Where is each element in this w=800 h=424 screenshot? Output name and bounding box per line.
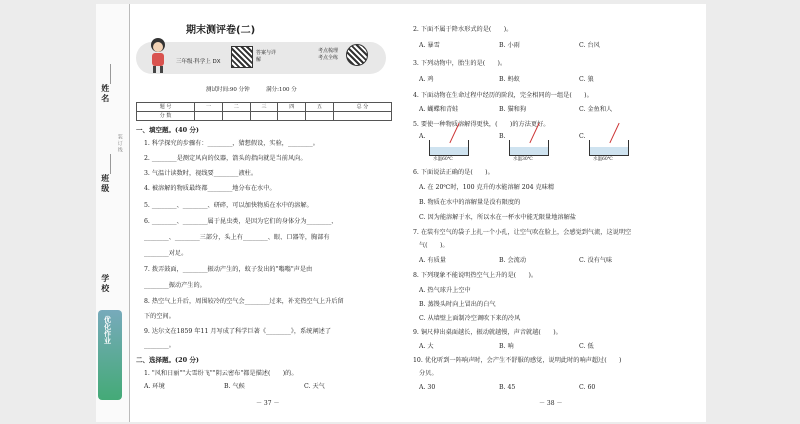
score-value-row: 分 数 — [137, 112, 392, 121]
fill-question-cont: ________对足。 — [144, 250, 188, 257]
choice-question: 8. 下列现象不能说明热空气上升的是( )。 — [413, 272, 538, 279]
beaker-c — [589, 140, 629, 156]
choice-question: 3. 下列动物中，胎生的是( )。 — [413, 60, 507, 67]
choice-option: B. 蒸馒头时向上冒出的白气 — [419, 301, 496, 308]
choice-options: A. 暴雪 B. 小雨 C. 台风 — [419, 42, 600, 49]
left-page — [96, 4, 401, 422]
page-number-right: － 38 － — [539, 400, 563, 407]
beaker-c-label: 水温60℃ — [593, 157, 613, 162]
choice-options: A. 大 B. 响 C. 低 — [419, 343, 594, 350]
binding-margin — [96, 4, 130, 422]
choice-option: B. 物质在水中的溶解量是没有限度的 — [419, 199, 521, 206]
school-label: 学校 — [100, 274, 111, 294]
choice-question: 4. 下面动物在生命过程中经历的阶段，完全相同的一组是( )。 — [413, 92, 593, 99]
section-choice-title: 二、选择题。(20 分) — [136, 356, 199, 364]
fill-question-cont: ________振动产生的。 — [144, 282, 206, 289]
grade-label: 三年级·科学上 DX — [176, 59, 221, 65]
name-label: 姓名 — [100, 84, 111, 104]
qr-code-answers — [231, 46, 253, 68]
right-page — [401, 4, 706, 422]
choice-question: 5. 要使一种物质溶解得更快，( )的方法更好。 — [413, 121, 550, 128]
score-header-row: 题 号 一 二 三 四 五 总 分 — [137, 103, 392, 112]
fill-question-cont: ________。 — [144, 342, 175, 349]
page-title: 期末测评卷(二) — [186, 25, 256, 36]
fill-question: 6. ________、________属于昆虫类，是因为它们的身体分为________、 — [144, 218, 338, 225]
choice-question-cont: 气( )。 — [419, 242, 449, 249]
fill-question: 1. 科学探究的步骤有：________，猜想假设，实验，________。 — [144, 140, 319, 147]
choice-question: 10. 优化听到一阵响声时，会产生不舒服的感觉，说明此时的响声超过( ) — [413, 357, 622, 364]
beaker-a-label: 水温60℃ — [433, 157, 453, 162]
choice-question: 7. 在装有空气的袋子上扎一个小孔，让空气吹在脸上，会感觉到气流，这说明空 — [413, 229, 632, 236]
fill-question-cont: 下的空间。 — [144, 313, 175, 320]
document-spread — [96, 4, 706, 422]
fill-question: 2. ________是测定风向的仪器，箭头的指向就是当前风向。 — [144, 155, 307, 162]
qr-review-label: 考点梳理 考点全练 — [318, 48, 339, 61]
page-number-left: － 37 － — [256, 400, 280, 407]
choice-options: A. 有质量 B. 会流动 C. 没有气味 — [419, 257, 613, 264]
choice-question: 1. "风和日丽""大雪纷飞""阴云密布"都是描述( )的。 — [144, 370, 298, 377]
test-meta: 测试时间:90 分钟 满分:100 分 — [206, 87, 297, 93]
choice-option: A. 热气球升上空中 — [419, 287, 471, 294]
score-table — [136, 102, 392, 121]
mascot-illustration — [144, 36, 172, 74]
class-label: 班级 — [100, 174, 111, 194]
beaker-a — [429, 140, 469, 156]
beaker-b — [509, 140, 549, 156]
fill-question: 5. ________、________、研碎，可以加快物质在水中的溶解。 — [144, 202, 313, 209]
fill-question: 8. 热空气上升后，周围较冷的空气会________过来，补充热空气上升后留 — [144, 298, 344, 305]
choice-question: 2. 下面不属于降水形式的是( )。 — [413, 26, 513, 33]
fill-question: 9. 达尔文在1859 年11 月写成了科学巨著《________》，系统阐述了 — [144, 328, 332, 335]
choice-option: C. 从墙壁上面制冷空调吹下来的冷风 — [419, 315, 521, 322]
choice-question: 9. 铜尺伸出桌面越长，振动就越慢，声音就越( )。 — [413, 329, 562, 336]
fill-question: 3. 气温计读数时，视线要________液柱。 — [144, 170, 258, 177]
choice-options: A. 环境 B. 气候 C. 天气 — [144, 383, 325, 390]
choice-question: 6. 下面说法正确的是( )。 — [413, 169, 494, 176]
qr-answers-label: 答案与详解 — [256, 50, 277, 63]
choice-options: A. 蝴蝶和青蛙 B. 猫和狗 C. 金鱼和人 — [419, 106, 613, 113]
binding-line-text: 装 订 线 — [116, 134, 123, 153]
choice-options: A. 鸡 B. 蚂蚁 C. 狼 — [419, 76, 594, 83]
choice-option: C. 因为能溶解于水，所以水在一杯水中能无限量地溶解盐 — [419, 214, 576, 221]
fill-question: 4. 被溶解的物质最终都________地分布在水中。 — [144, 185, 276, 192]
choice-option: A. 在 20℃时，100 克升的水能溶解 204 克味精 — [419, 184, 555, 191]
fill-question-cont: ________、________三部分，头上有________、眼、口器等，胸部有 — [144, 234, 330, 241]
fill-question: 7. 拨弄鼓面，________振动产生的，蚊子发出的"嗡嗡"声是由 — [144, 266, 313, 273]
qr-code-review — [346, 44, 368, 66]
choice-options: A. 30 B. 45 C. 60 — [419, 384, 596, 391]
choice-question-cont: 分贝。 — [419, 370, 438, 377]
choice-options: A. B. C. — [419, 133, 586, 140]
logo-text: 优化作业 — [103, 316, 112, 344]
section-fill-title: 一、填空题。(40 分) — [136, 126, 199, 134]
beaker-b-label: 水温30℃ — [513, 157, 533, 162]
